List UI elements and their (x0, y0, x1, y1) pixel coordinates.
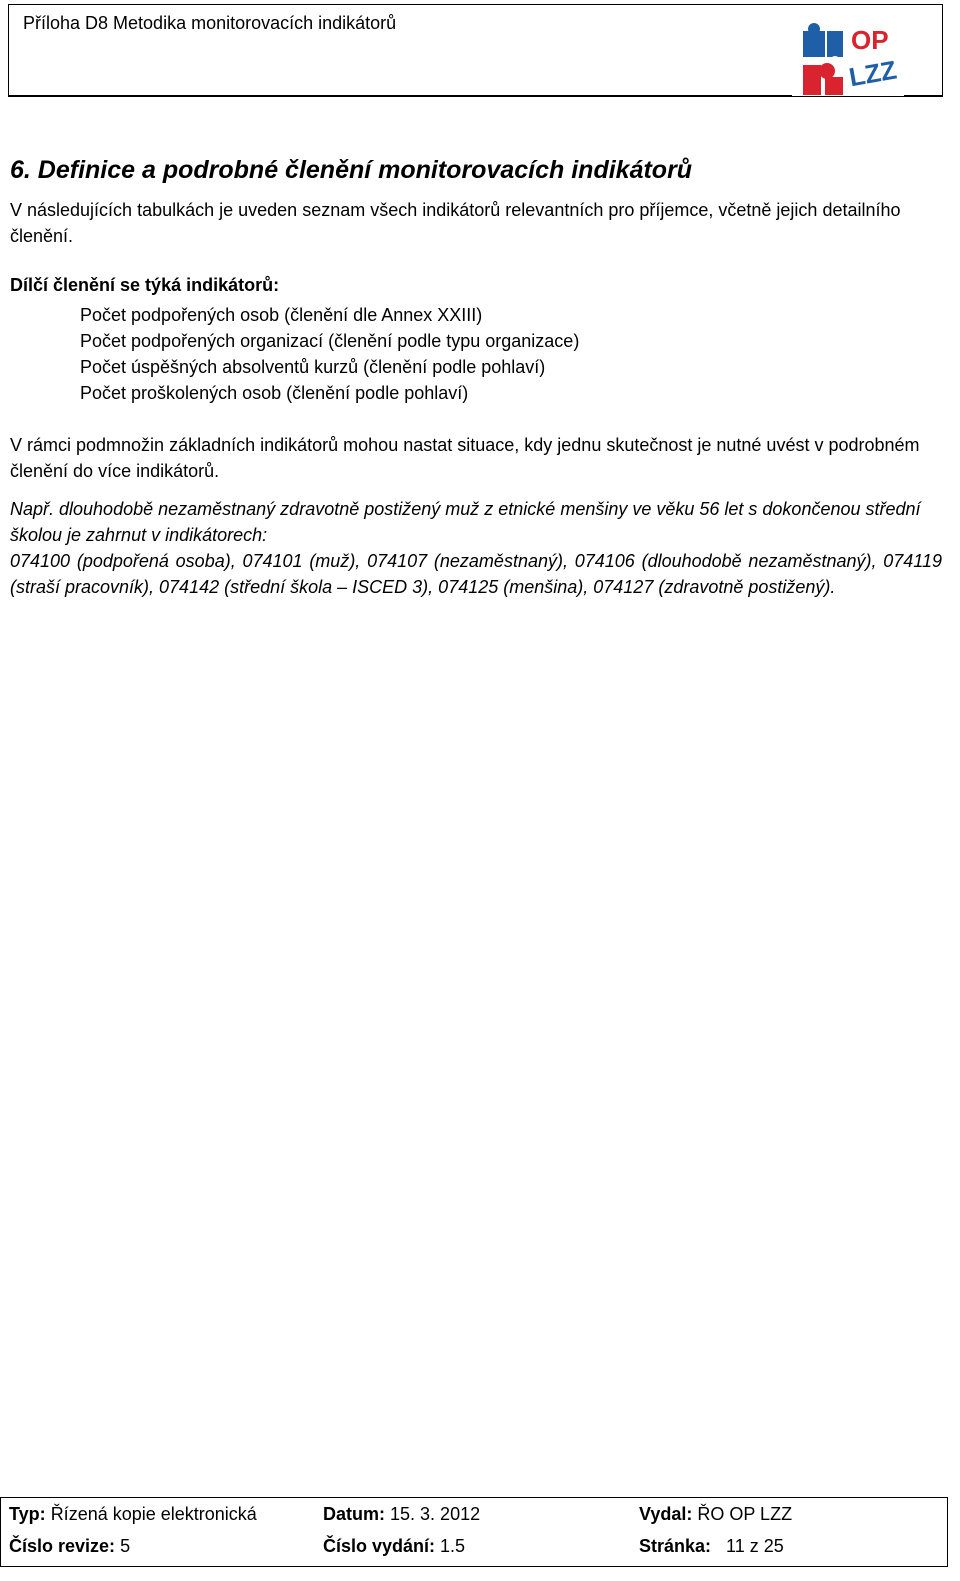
header-divider-right (904, 95, 942, 96)
list-item: Počet úspěšných absolventů kurzů (členění podle pohlaví) (80, 357, 546, 377)
sub-heading: Dílčí členění se týká indikátorů: (10, 275, 280, 295)
footer-revision: Číslo revize: 5 (9, 1536, 131, 1556)
document-title: Příloha D8 Metodika monitorovacích indikátorů (23, 13, 397, 33)
page-footer (0, 1497, 948, 1567)
footer-issuer: Vydal: ŘO OP LZZ (639, 1504, 793, 1524)
list-item: Počet podpořených osob (členění dle Annex XXIII) (80, 305, 483, 325)
example-text: dlouhodobě nezaměstnaný zdravotně postižený muž z etnické menšiny ve věku 56 let s dokončenou střední školou je zahrnut v indikátorech: (10, 499, 921, 545)
section-heading: 6. Definice a podrobné členění monitorovacích indikátorů (10, 156, 693, 184)
svg-text:OP: OP (851, 25, 889, 55)
header-divider (9, 95, 792, 96)
op-lzz-logo (799, 19, 909, 99)
list-item: Počet podpořených organizací (členění podle typu organizace) (80, 331, 580, 351)
footer-date: Datum: 15. 3. 2012 (323, 1504, 481, 1524)
indicator-codes: 074100 (podpořená osoba), 074101 (muž), 074107 (nezaměstnaný), 074106 (dlouhodobě nezaměstnaný), 074119 (straší pracovník), 074142 (střední škola – ISCED 3), 074125 (menšina), 074127 (zdravotně postižený). (10, 551, 942, 597)
example-paragraph (10, 496, 942, 548)
footer-edition: Číslo vydání: 1.5 (323, 1536, 466, 1556)
subsets-paragraph: V rámci podmnožin základních indikátorů mohou nastat situace, kdy jednu skutečnost je nutné uvést v podrobném členění do více indikátorů. (10, 435, 920, 481)
footer-type: Typ: Řízená kopie elektronická (9, 1504, 257, 1524)
footer-page: Stránka: 11 z 25 (639, 1536, 784, 1556)
list-item: Počet proškolených osob (členění podle pohlaví) (80, 383, 469, 403)
page-header (8, 4, 943, 97)
example-label: Např. (10, 499, 55, 519)
intro-paragraph: V následujících tabulkách je uveden seznam všech indikátorů relevantních pro příjemce, včetně jejich detailního členění. (10, 200, 901, 246)
indicator-list (80, 302, 579, 406)
svg-text:LZZ: LZZ (846, 54, 899, 93)
